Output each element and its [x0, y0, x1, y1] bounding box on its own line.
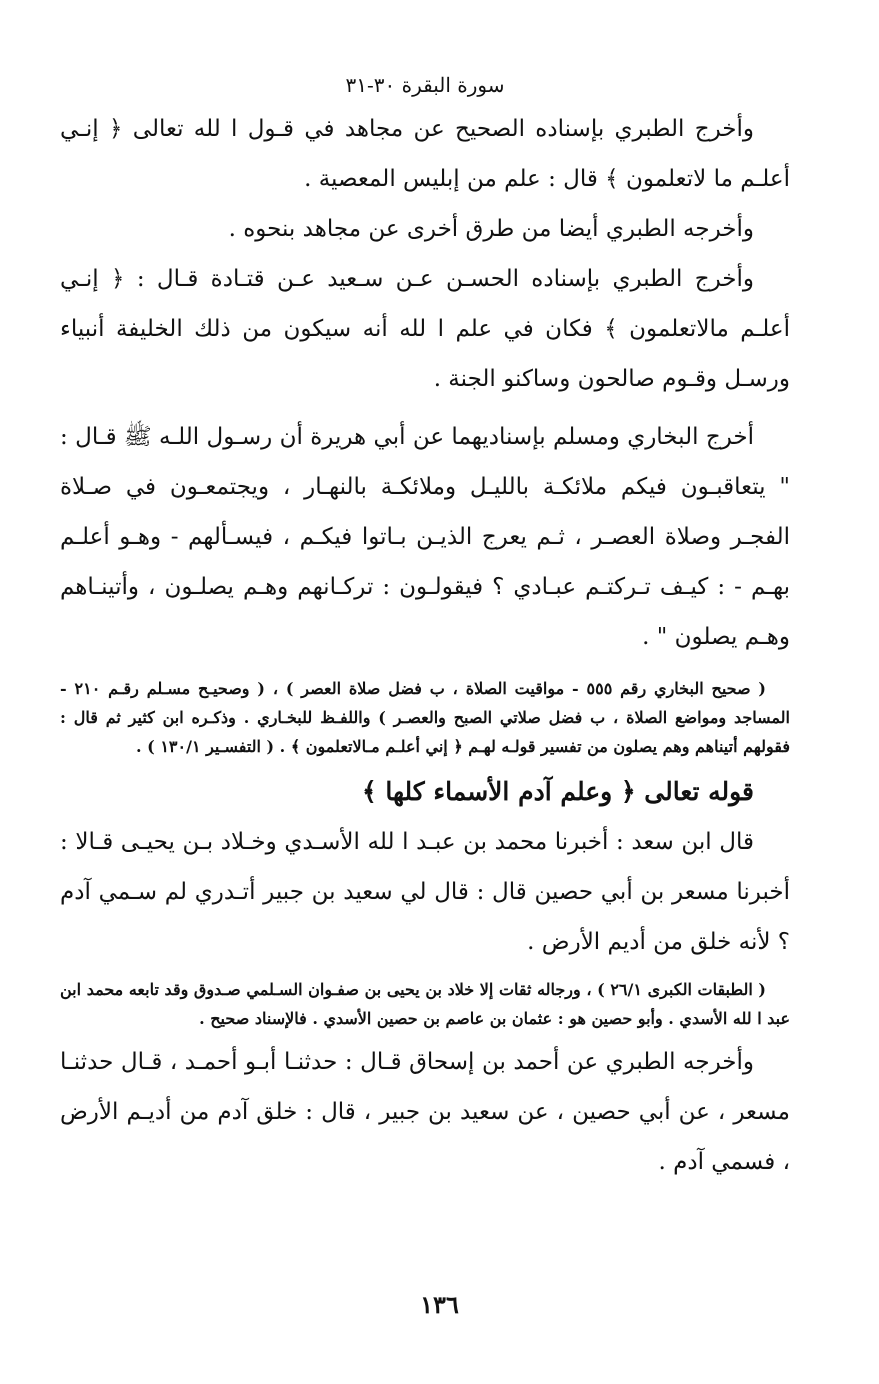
- footnote-tabaqat: ( الطبقات الكبرى ٢٦/١ ) ، ورجاله ثقات إلا خلاد بن يحيى بن صفـوان السـلمي صـدوق وقد تابعه محمد ابن عبد ا لله الأسدي . وأبو حصين هو : عثمان بن عاصم بن حصين الأسدي . فالإسناد صحيح .: [60, 980, 790, 1028]
- paragraph-ibn-saad: قال ابن سعد : أخبرنا محمد بن عبـد ا لله الأسـدي وخـلاد بـن يحيـى قـالا : أخبرنا مسعر بن أبي حصين قال : قال لي سعيد بن جبير أتـدري لم سـمي آدم ؟ لأنه خلق من أديم الأرض .: [60, 829, 790, 955]
- page-number: ١٣٦: [420, 1290, 459, 1319]
- paragraph-hadith-angels: أخرج البخاري ومسلم بإسناديهما عن أبي هريرة أن رسـول اللـه ﷺ قـال : " يتعاقبـون فيكم ملائكـة بالليـل وملائكـة بالنهـار ، ويجتمعـون في صـلاة الفجـر وصلاة العصـر ، ثـم يعرج الذيـن بـاتوا فيكـم ، فيسـألهم - وهـو أعلـم بهـم - : كيـف تـركتـم عبـادي ؟ فيقولـون : تركـانهم وهـم يصلـون ، وأتينـاهم وهـم يصلون " .: [60, 424, 790, 650]
- footnote-bukhari-muslim: ( صحيح البخاري رقم ٥٥٥ - مواقيت الصلاة ، ب فضل صلاة العصر ) ، ( وصحيـح مسـلم رقـم ٢١٠ - المساجد ومواضع الصلاة ، ب فضل صلاتي الصبح والعصـر ) واللفـظ للبخـاري . وذكـره ابن كثير ثم قال : فقولهم أتيناهم وهم يصلون من تفسير قولـه لهـم ﴿ إني أعلـم مـالاتعلمون ﴾ . ( التفسـير ١٣٠/١ ) .: [60, 679, 790, 756]
- section-heading: قوله تعالى ﴿ وعلم آدم الأسماء كلها ﴾: [362, 777, 754, 806]
- running-header: سورة البقرة ٣٠-٣١: [345, 73, 505, 97]
- paragraph-mujahid: وأخرج الطبري بإسناده الصحيح عن مجاهد في قـول ا لله تعالى ﴿ إنـي أعلـم ما لاتعلمون ﴾ قال : علم من إبليس المعصية .: [60, 116, 790, 192]
- paragraph-tabari-other-routes: وأخرجه الطبري أيضا من طرق أخرى عن مجاهد بنحوه .: [228, 216, 754, 242]
- paragraph-tabari-adam: وأخرجه الطبري عن أحمد بن إسحاق قـال : حدثنـا أبـو أحمـد ، قـال حدثنـا مسعر ، عن أبي حصين ، عن سعيد بن جبير ، قال : خلق آدم من أديـم الأرض ، فسمي آدم .: [60, 1049, 790, 1175]
- paragraph-qatada: وأخرج الطبري بإسناده الحسـن عـن سـعيد عـن قتـادة قـال : ﴿ إنـي أعلـم مالاتعلمون ﴾ فكان في علم ا لله أنه سيكون من ذلك الخليفة أنبياء ورسـل وقـوم صالحون وساكنو الجنة .: [60, 266, 790, 392]
- document-page: [60, 70, 790, 1187]
